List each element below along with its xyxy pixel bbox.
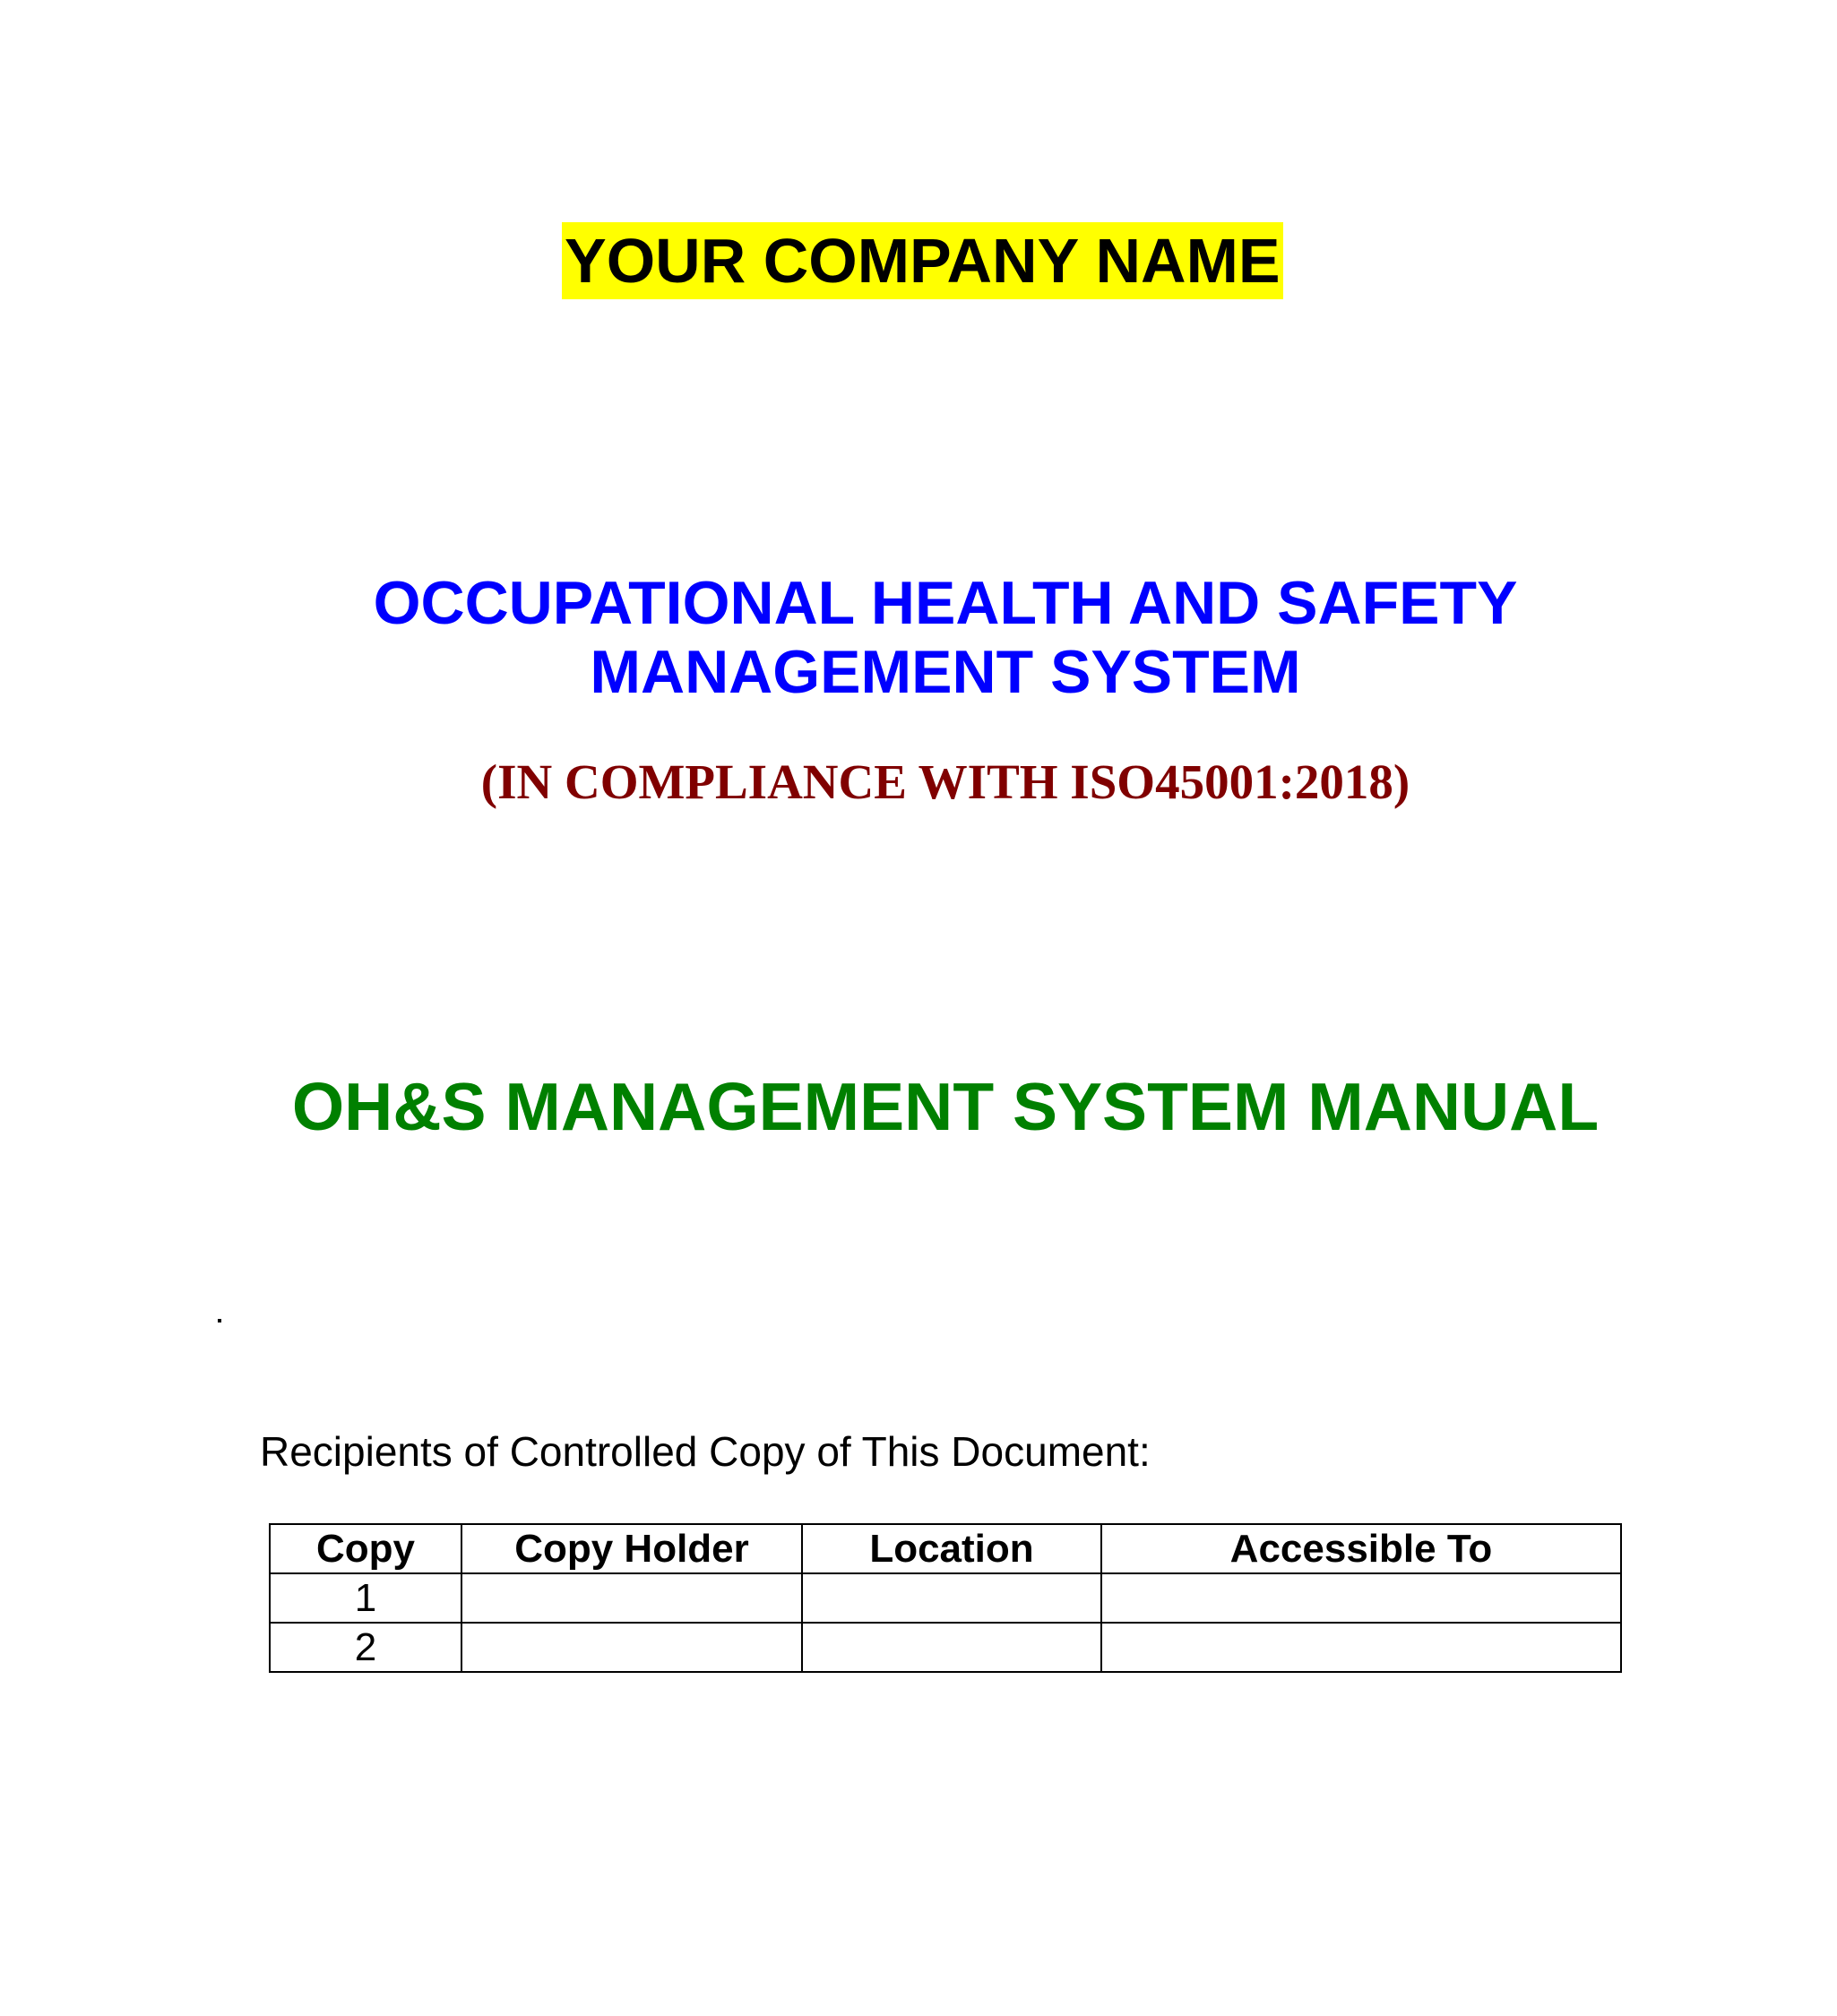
header-location: Location bbox=[802, 1524, 1101, 1573]
recipients-label: Recipients of Controlled Copy of This Document: bbox=[260, 1428, 1151, 1475]
header-accessible-to: Accessible To bbox=[1101, 1524, 1621, 1573]
table-header-row bbox=[270, 1524, 1621, 1573]
table-row bbox=[270, 1573, 1621, 1623]
cell-copy-holder bbox=[461, 1623, 802, 1672]
cell-copy-number: 1 bbox=[270, 1573, 461, 1623]
cell-copy-holder bbox=[461, 1573, 802, 1623]
cell-location bbox=[802, 1623, 1101, 1672]
stray-dot-mark bbox=[218, 1319, 221, 1322]
table-row bbox=[270, 1623, 1621, 1672]
main-title-line-2: MANAGEMENT SYSTEM bbox=[590, 638, 1301, 706]
cell-accessible-to bbox=[1101, 1623, 1621, 1672]
main-title-line-1: OCCUPATIONAL HEALTH AND SAFETY bbox=[373, 569, 1518, 637]
compliance-subtitle: (IN COMPLIANCE WITH ISO45001:2018) bbox=[480, 754, 1410, 809]
cell-location bbox=[802, 1573, 1101, 1623]
cell-copy-number: 2 bbox=[270, 1623, 461, 1672]
company-name: YOUR COMPANY NAME bbox=[562, 222, 1283, 299]
header-copy: Copy bbox=[270, 1524, 461, 1573]
header-copy-holder: Copy Holder bbox=[461, 1524, 802, 1573]
manual-title: OH&S MANAGEMENT SYSTEM MANUAL bbox=[291, 1069, 1600, 1144]
cell-accessible-to bbox=[1101, 1573, 1621, 1623]
controlled-copy-table bbox=[269, 1523, 1622, 1673]
